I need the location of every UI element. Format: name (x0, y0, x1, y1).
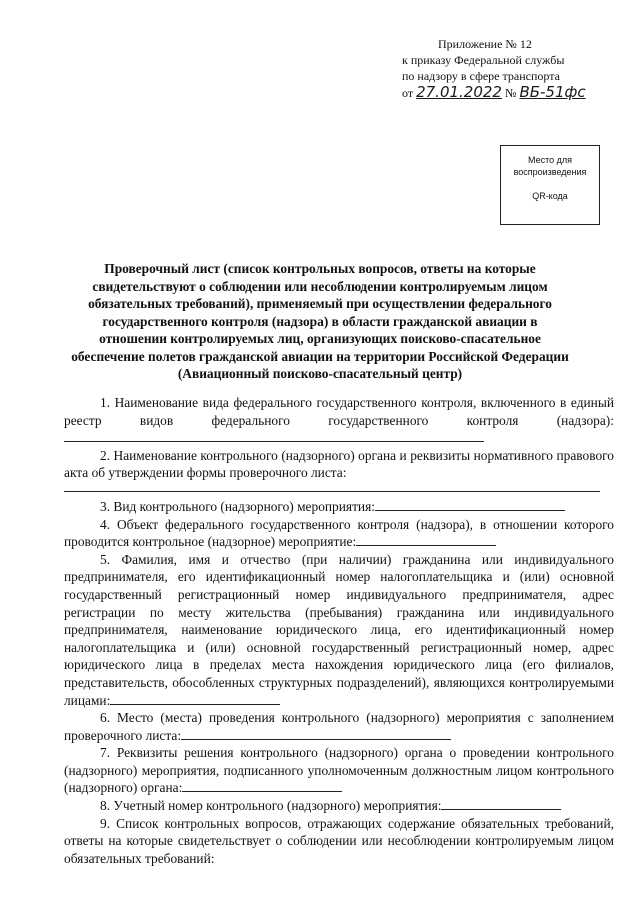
item-7: 7. Реквизиты решения контрольного (надзорного) органа о проведении контрольного (надзорного) мероприятия, подписанного уполномоченным должностным лицом контрольного (надзорного) органа: (64, 745, 614, 796)
number-prefix: № (504, 86, 517, 100)
document-title: Проверочный лист (список контрольных вопросов, ответы на которые свидетельствуют о соблюдении или несоблюдении контролируемым лицом обязательных требований), применяемый при осуществлении федерального государственного контроля (надзора) в области гражданской авиации в отношении контролируемых лиц, организующих поисково-спасательное обеспечение полетов гражданской авиации на территории Российской Федерации (Авиационный поисково-спасательный центр) (71, 261, 569, 381)
item-8: 8. Учетный номер контрольного (надзорного) мероприятия: (64, 797, 614, 815)
qr-code-placeholder (500, 145, 600, 225)
item-1: 1. Наименование вида федерального государственного контроля, включенного в единый реестр видов федерального государственного контроля (надзора): (64, 394, 614, 447)
item-3: 3. Вид контрольного (надзорного) мероприятия: (64, 498, 614, 516)
annex-header (402, 36, 622, 101)
qr-label-1: Место для (527, 155, 572, 165)
annex-date-line (402, 84, 622, 101)
item-5: 5. Фамилия, имя и отчество (при наличии) гражданина или индивидуального предпринимателя, его идентификационный номер налогоплательщика и (или) основной государственный регистрационный номер индивидуального предпринимателя, адрес регистрации по месту жительства (пребывания) гражданина или индивидуального предпринимателя, наименование юридического лица, его идентификационный номер налогоплательщика и (или) основной государственный регистрационный номер, адрес юридического лица в пределах места нахождения юридического лица (его филиалов, представительств, обособленных структурных подразделений), являющихся контролируемыми лицами: (64, 551, 614, 708)
annex-order-line: к приказу Федеральной службы (402, 53, 565, 67)
item-6: 6. Место (места) проведения контрольного (надзорного) мероприятия с заполнением проверочного листа: (64, 710, 614, 743)
qr-label-2: воспроизведения (513, 167, 587, 177)
qr-label-3: QR-кода (532, 191, 568, 201)
order-date: 27.01.2022 (416, 83, 502, 101)
order-number: ВБ-51фс (519, 83, 586, 101)
fill-line (64, 490, 600, 492)
fill-line (182, 779, 342, 792)
item-2: 2. Наименование контрольного (надзорного) органа и реквизиты нормативного правового акта об утверждении формы проверочного листа: (64, 447, 614, 481)
fill-line (64, 429, 484, 442)
annex-title: Приложение № 12 (438, 37, 532, 51)
fill-line (110, 692, 280, 705)
fill-line (441, 797, 561, 810)
item-9: 9. Список контрольных вопросов, отражающих содержание обязательных требований, ответы на которые свидетельствует о соблюдении или несоблюдении контролируемым лицом обязательных требований: (64, 815, 614, 866)
fill-line (181, 727, 451, 740)
item-4: 4. Объект федерального государственного контроля (надзора), в отношении которого проводится контрольное (надзорное) мероприятие: (64, 516, 614, 550)
date-prefix: от (402, 86, 414, 100)
checklist-body (64, 394, 614, 867)
fill-line (375, 498, 565, 511)
fill-line (356, 533, 496, 546)
annex-agency-line: по надзору в сфере транспорта (402, 69, 560, 83)
